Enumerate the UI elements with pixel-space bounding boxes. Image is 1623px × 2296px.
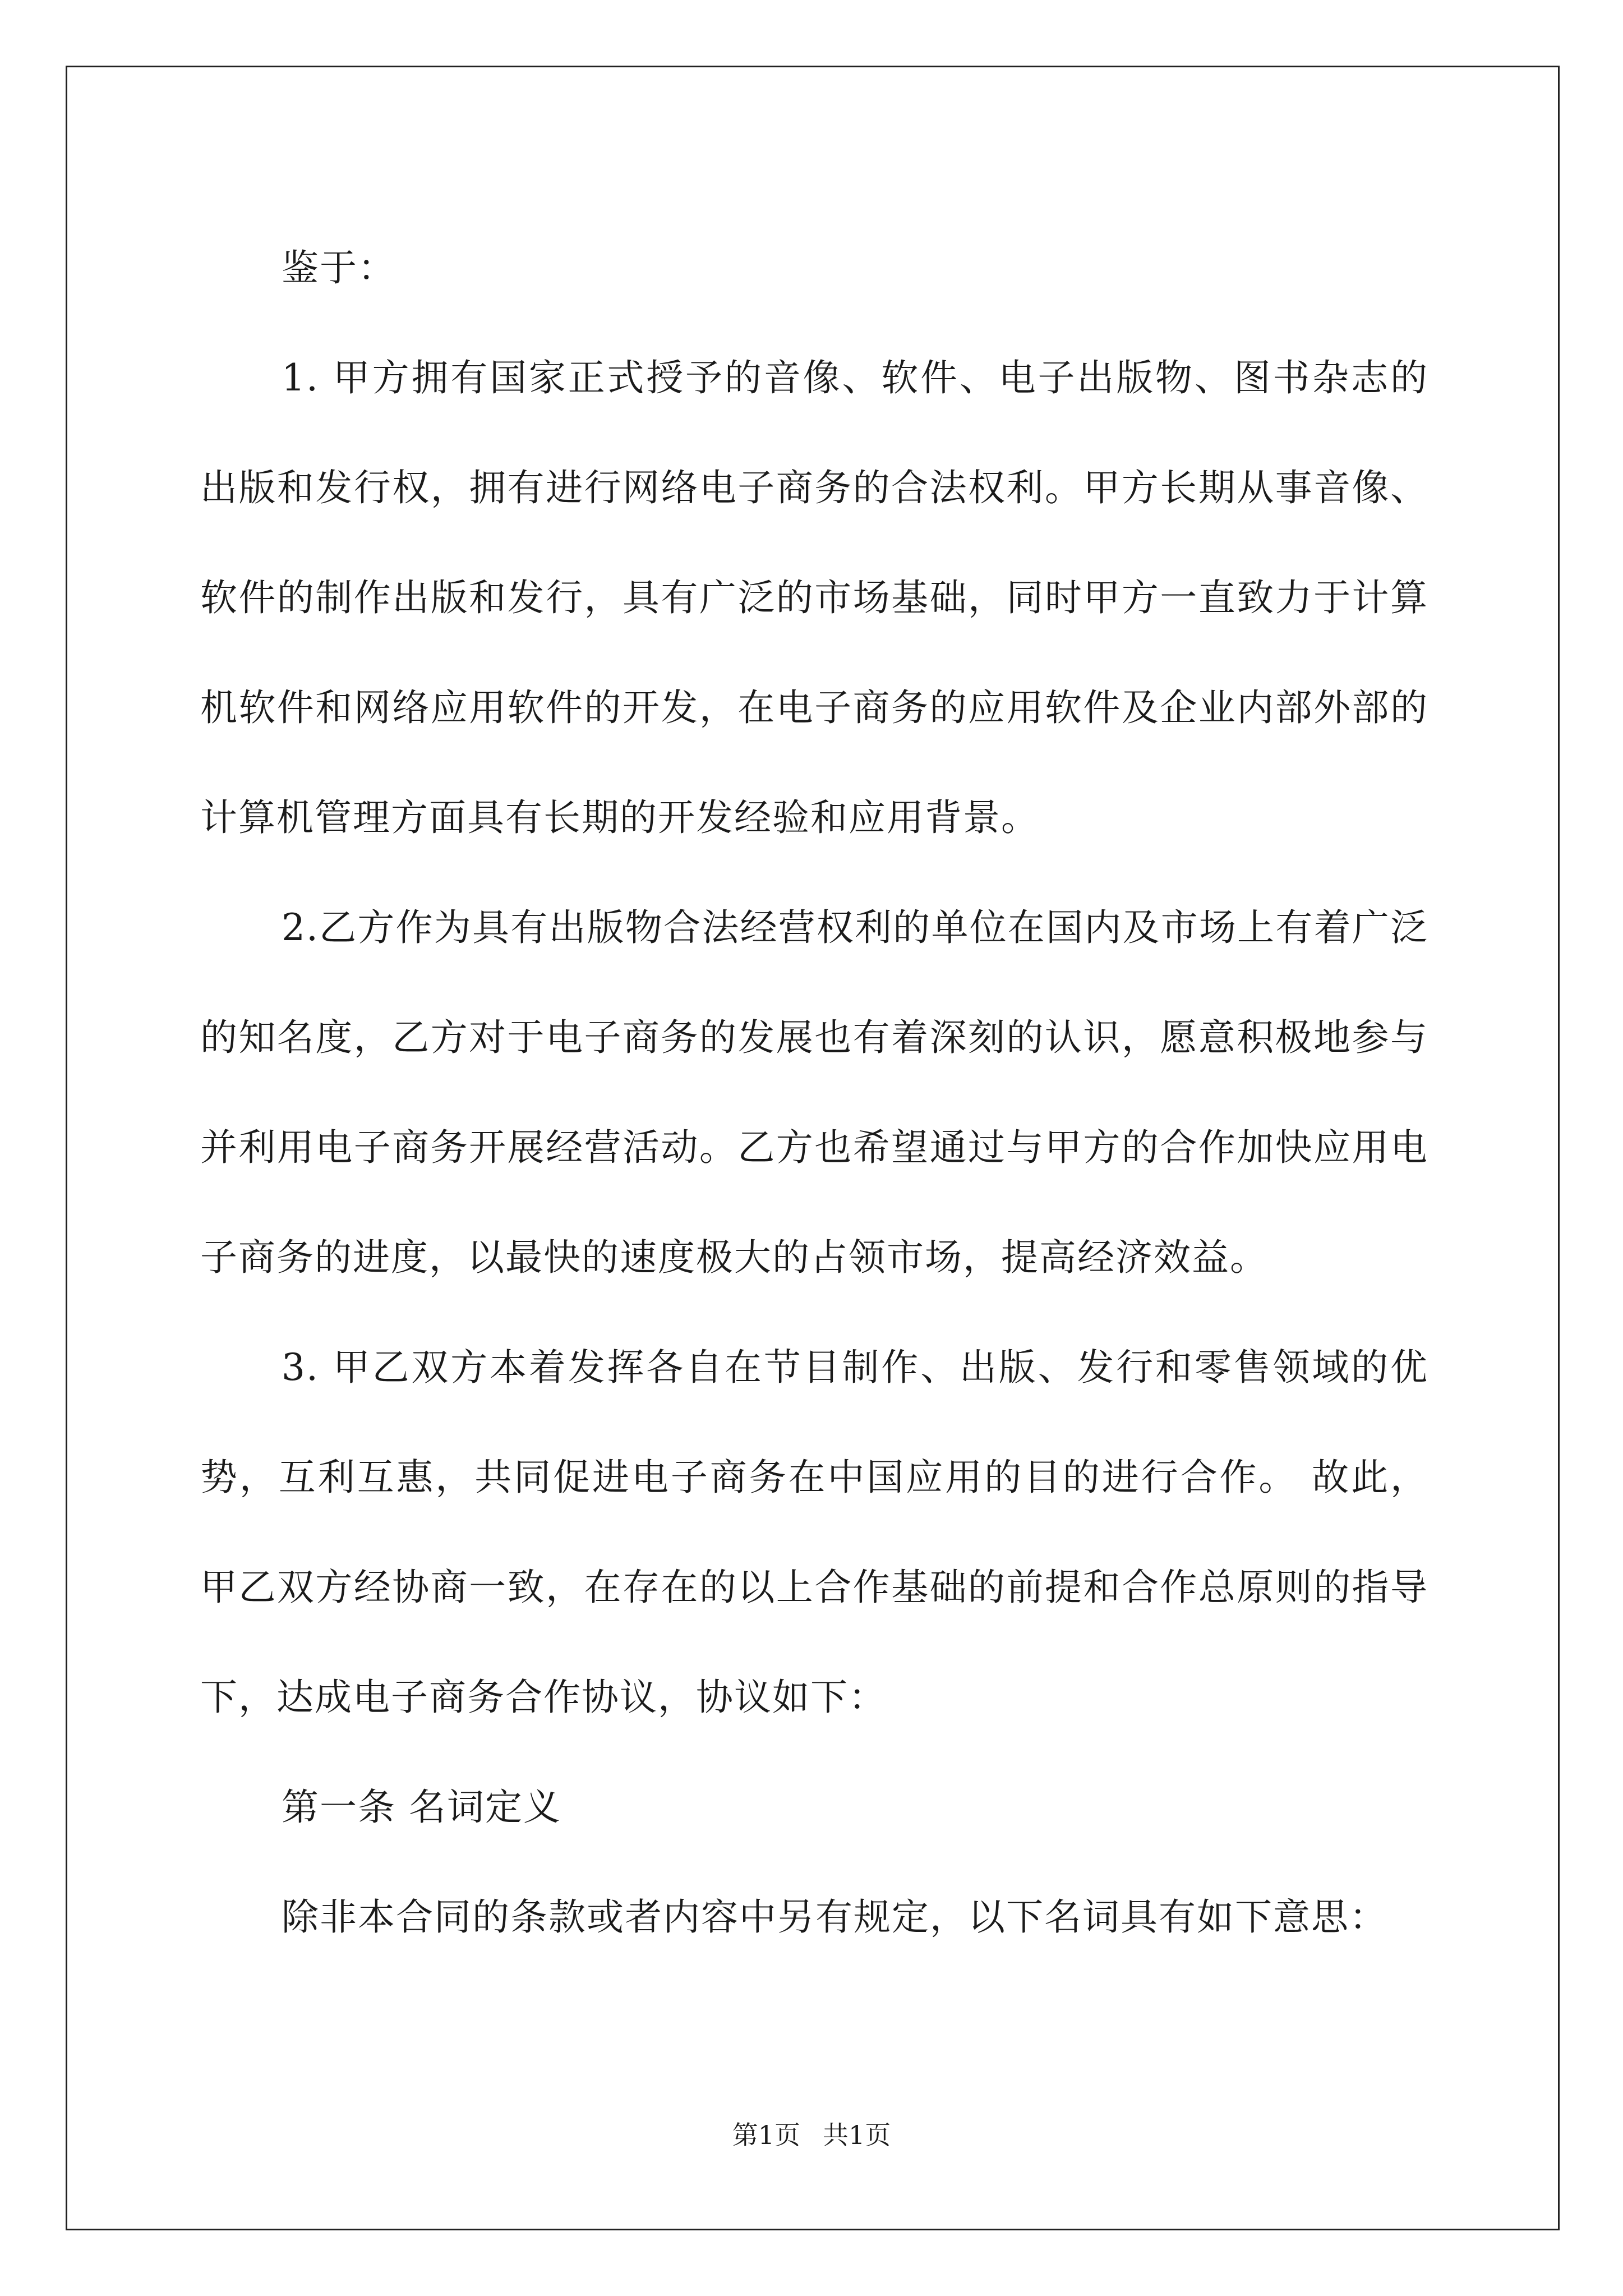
document-body [200,213,1428,1972]
section-heading-article-1: 第一条 名词定义 [282,1786,561,1829]
page-number: 第1页 [732,2120,800,2150]
paragraph-clause-1: 1. 甲方拥有国家正式授予的音像、软件、电子出版物、图书杂志的出版和发行权，拥有进行网络电子商务的合法权利。甲方长期从事音像、软件的制作出版和发行，具有广泛的市场基础，同时甲方一直致力于计算机软件和网络应用软件的开发，在电子商务的应用软件及企业内部外部的计算机管理方面具有长期的开发经验和应用背景。 [200,356,1428,839]
paragraph-definitions-intro: 除非本合同的条款或者内容中另有规定，以下名词具有如下意思： [282,1895,1387,1939]
page-total: 共1页 [823,2120,891,2150]
paragraph-intro: 鉴于： [282,246,396,289]
page-footer [0,2115,1623,2152]
paragraph-clause-2: 2.乙方作为具有出版物合法经营权利的单位在国内及市场上有着广泛的知名度，乙方对于电子商务的发展也有着深刻的认识，愿意积极地参与并利用电子商务开展经营活动。乙方也希望通过与甲方的合作加快应用电子商务的进度，以最快的速度极大的占领市场，提高经济效益。 [200,906,1428,1279]
paragraph-clause-3: 3. 甲乙双方本着发挥各自在节目制作、出版、发行和零售领域的优势，互利互惠，共同促进电子商务在中国应用的目的进行合作。 故此，甲乙双方经协商一致，在存在的以上合作基础的前提和合作总原则的指导下，达成电子商务合作协议，协议如下： [200,1346,1428,1719]
